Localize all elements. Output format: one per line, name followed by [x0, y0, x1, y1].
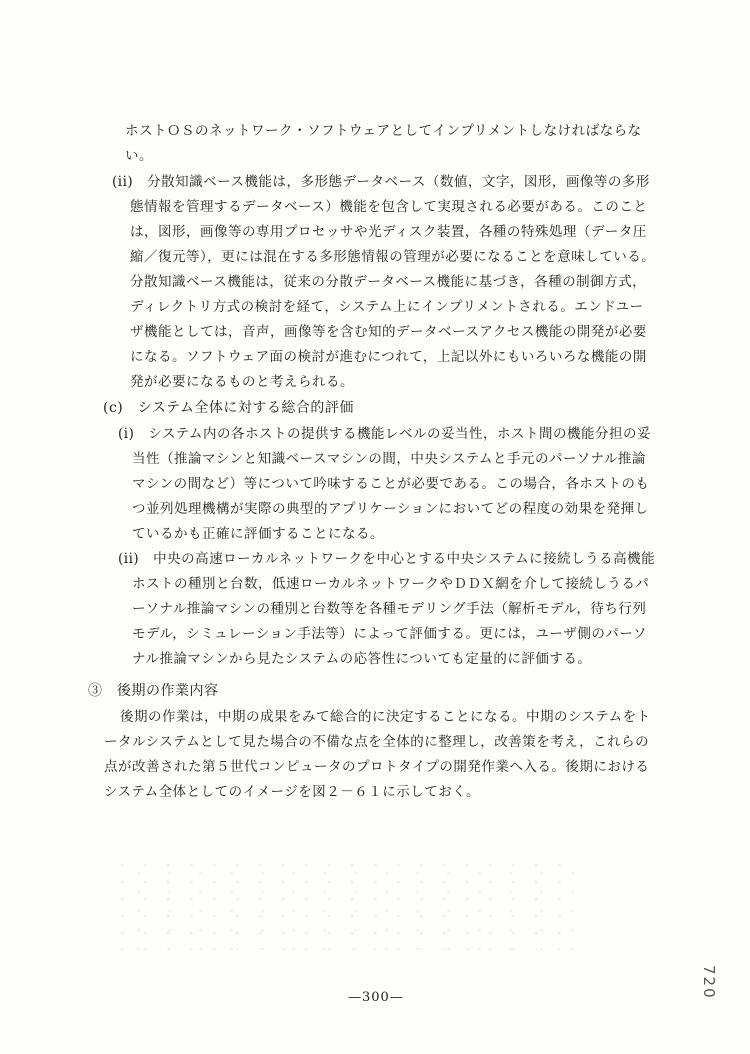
text-line-19: ホストの種別と台数，低速ローカルネットワークやＤＤＸ網を介して接続しうるパ	[132, 576, 650, 592]
text-line-1: ホストＯＳのネットワーク・ソフトウェアとしてインプリメントしなければならな	[125, 123, 642, 139]
text-line-9: ザ機能としては，音声，画像等を含む知的データベースアクセス機能の開発が必要	[130, 324, 647, 340]
text-line-14: 当性（推論マシンと知識ベースマシンの間，中央システムと手元のパーソナル推論	[132, 451, 646, 467]
text-line-6: 縮／復元等），更には混在する多形態情報の管理が必要になることを意味している。	[130, 249, 656, 265]
text-line-11: 発が必要になるものと考えられる。	[130, 374, 354, 390]
text-line-10: になる。ソフトウェア面の検討が進むにつれて，上記以外にもいろいろな機能の開	[130, 349, 647, 365]
section-heading-c: (c) システム全体に対する総合的評価	[103, 400, 354, 416]
side-mark: 720	[700, 965, 718, 1000]
text-line-13: (i) システム内の各ホストの提供する機能レベルの妥当性，ホスト間の機能分担の妥	[118, 426, 652, 442]
page-number: —300—	[348, 990, 404, 1005]
text-line-17: ているかも正確に評価することになる。	[132, 526, 384, 542]
section-heading-3: ③ 後期の作業内容	[88, 683, 219, 699]
text-line-18: (ii) 中央の高速ローカルネットワークを中心とする中央システムに接続しうる高機能	[118, 551, 656, 567]
text-line-8: ディレクトリ方式の検討を経て，システム上にインプリメントされる。エンドユー	[130, 299, 644, 315]
text-line-20: ーソナル推論マシンの種別と台数等を各種モデリング手法（解析モデル，待ち行列	[132, 601, 647, 617]
text-line-25: ータルシステムとして見た場合の不備な点を全体的に整理し，改善策を考え，これらの	[104, 734, 650, 750]
text-line-21: モデル，シミュレーション手法等）によって評価する。更には，ユーザ側のパーソ	[132, 626, 647, 642]
text-line-26: 点が改善された第５世代コンピュータのプロトタイプの開発作業へ入る。後期における	[104, 759, 650, 775]
text-line-2: い。	[125, 148, 153, 164]
scan-noise	[120, 860, 580, 950]
text-line-7: 分散知識ベース機能は，従来の分散データベース機能に基づき，各種の制御方式，	[130, 274, 647, 290]
text-line-5: は，図形，画像等の専用プロセッサや光ディスク装置，各種の特殊処理（データ圧	[130, 224, 647, 240]
text-line-3: (ii) 分散知識ベース機能は，多形態データベース（数値，文字，図形，画像等の多形	[112, 174, 650, 190]
text-line-4: 態情報を管理するデータベース）機能を包含して実現される必要がある。このこと	[130, 199, 648, 215]
text-line-27: システム全体としてのイメージを図２－６１に示しておく。	[104, 784, 480, 800]
text-line-16: つ並列処理機構が実際の典型的アプリケーションにおいてどの程度の効果を発揮し	[132, 501, 649, 517]
text-line-15: マシンの間など）等について吟味することが必要である。この場合，各ホストのも	[132, 476, 650, 492]
text-line-22: ナル推論マシンから見たシステムの応答性についても定量的に評価する。	[132, 651, 592, 667]
text-line-24: 後期の作業は，中期の成果をみて総合的に決定することになる。中期のシステムをト	[120, 709, 651, 725]
